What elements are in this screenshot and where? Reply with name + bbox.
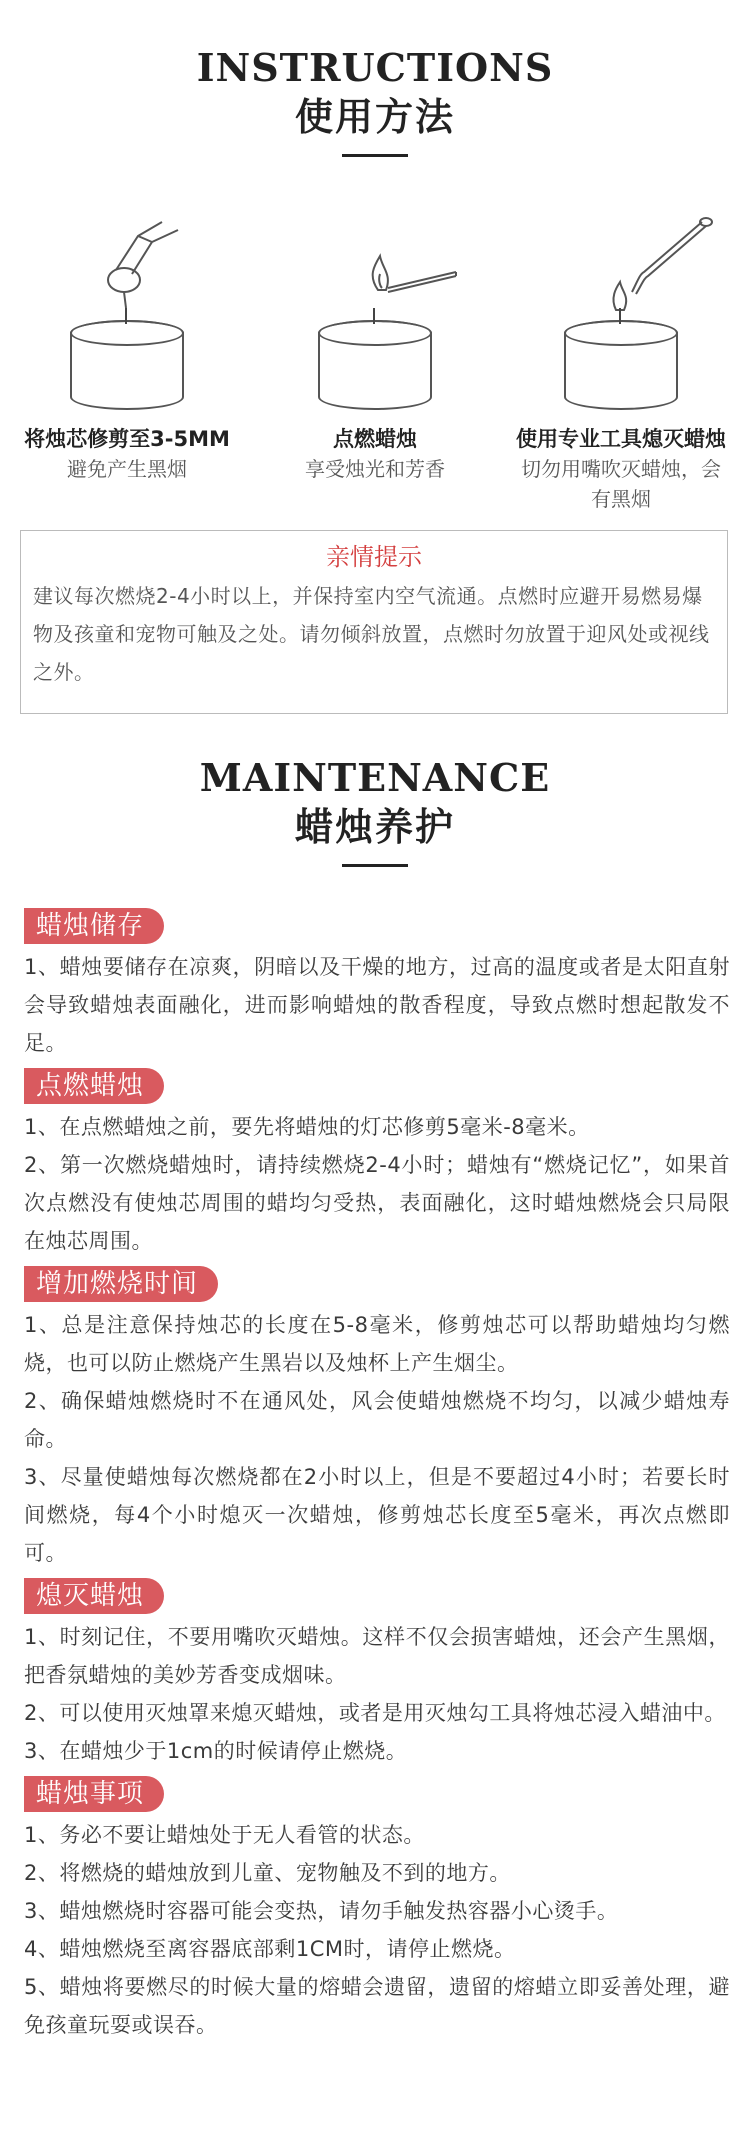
- step-desc: 享受烛光和芳香: [305, 457, 445, 481]
- section-badge: 点燃蜡烛: [24, 1068, 164, 1104]
- maintenance-cn-title: 蜡烛养护: [294, 805, 455, 849]
- maintenance-header: [0, 754, 750, 867]
- section-burn-time: [24, 1266, 730, 1572]
- step-title: 点燃蜡烛: [333, 427, 417, 451]
- section-item: 1、务必不要让蜡烛处于无人看管的状态。: [24, 1823, 425, 1847]
- section-item: 2、第一次燃烧蜡烛时，请持续燃烧2-4小时；蜡烛有“燃烧记忆”，如果首次点燃没有使烛芯周围的蜡均匀受热，表面融化，这时蜡烛燃烧会只局限在烛芯周围。: [24, 1153, 730, 1253]
- lit-match-icon: [260, 214, 490, 424]
- step-desc: 切勿用嘴吹灭蜡烛，会有黑烟: [521, 457, 721, 511]
- step-desc: 避免产生黑烟: [67, 457, 187, 481]
- section-item: 1、蜡烛要储存在凉爽，阴暗以及干燥的地方，过高的温度或者是太阳直射会导致蜡烛表面融化，进而影响蜡烛的散香程度，导致点燃时想起散发不足。: [24, 955, 730, 1055]
- instructions-en-title: INSTRUCTIONS: [196, 45, 554, 90]
- section-item: 2、可以使用灭烛罩来熄灭蜡烛，或者是用灭烛勾工具将烛芯浸入蜡油中。: [24, 1701, 726, 1725]
- section-item: 1、总是注意保持烛芯的长度在5-8毫米，修剪烛芯可以帮助蜡烛均匀燃烧，也可以防止燃烧产生黑岩以及烛杯上产生烟尘。: [24, 1313, 730, 1375]
- title-underline: [342, 864, 408, 867]
- step-title: 使用专业工具熄灭蜡烛: [516, 427, 726, 451]
- step-light-candle: [260, 214, 490, 484]
- maintenance-sections: [24, 908, 730, 2050]
- section-extinguish: [24, 1578, 730, 1770]
- instruction-steps: [0, 214, 750, 524]
- step-extinguish-candle: [506, 214, 736, 514]
- instructions-cn-title: 使用方法: [294, 95, 455, 139]
- instructions-header: [0, 44, 750, 157]
- section-item: 5、蜡烛将要燃尽的时候大量的熔蜡会遗留，遗留的熔蜡立即妥善处理，避免孩童玩耍或误吞。: [24, 1975, 730, 2037]
- section-badge: 蜡烛事项: [24, 1776, 164, 1812]
- section-item: 3、在蜡烛少于1cm的时候请停止燃烧。: [24, 1739, 408, 1763]
- section-lighting: [24, 1068, 730, 1260]
- wick-trimmer-icon: [12, 214, 242, 424]
- section-item: 2、将燃烧的蜡烛放到儿童、宠物触及不到的地方。: [24, 1861, 511, 1885]
- section-item: 3、尽量使蜡烛每次燃烧都在2小时以上，但是不要超过4小时；若要长时间燃烧，每4个小时熄灭一次蜡烛，修剪烛芯长度至5毫米，再次点燃即可。: [24, 1465, 730, 1565]
- tips-title: 亲情提示: [326, 543, 422, 571]
- section-item: 4、蜡烛燃烧至离容器底部剩1CM时，请停止燃烧。: [24, 1937, 516, 1961]
- step-title: 将烛芯修剪至3-5MM: [24, 427, 230, 451]
- step-trim-wick: [12, 214, 242, 484]
- candle-snuffer-icon: [506, 214, 736, 424]
- section-badge: 蜡烛储存: [24, 908, 164, 944]
- section-badge: 熄灭蜡烛: [24, 1578, 164, 1614]
- section-item: 1、时刻记住，不要用嘴吹灭蜡烛。这样不仅会损害蜡烛，还会产生黑烟，把香氛蜡烛的美妙芳香变成烟味。: [24, 1625, 730, 1687]
- section-item: 3、蜡烛燃烧时容器可能会变热，请勿手触发热容器小心烫手。: [24, 1899, 619, 1923]
- tips-box: [20, 530, 728, 714]
- tips-body: 建议每次燃烧2-4小时以上，并保持室内空气流通。点燃时应避开易燃易爆物及孩童和宠物可触及之处。请勿倾斜放置，点燃时勿放置于迎风处或视线之外。: [33, 584, 710, 684]
- section-item: 1、在点燃蜡烛之前，要先将蜡烛的灯芯修剪5毫米-8毫米。: [24, 1115, 590, 1139]
- maintenance-en-title: MAINTENANCE: [199, 755, 551, 800]
- title-underline: [342, 154, 408, 157]
- section-storage: [24, 908, 730, 1062]
- section-badge: 增加燃烧时间: [24, 1266, 218, 1302]
- section-precautions: [24, 1776, 730, 2044]
- section-item: 2、确保蜡烛燃烧时不在通风处，风会使蜡烛燃烧不均匀，以减少蜡烛寿命。: [24, 1389, 730, 1451]
